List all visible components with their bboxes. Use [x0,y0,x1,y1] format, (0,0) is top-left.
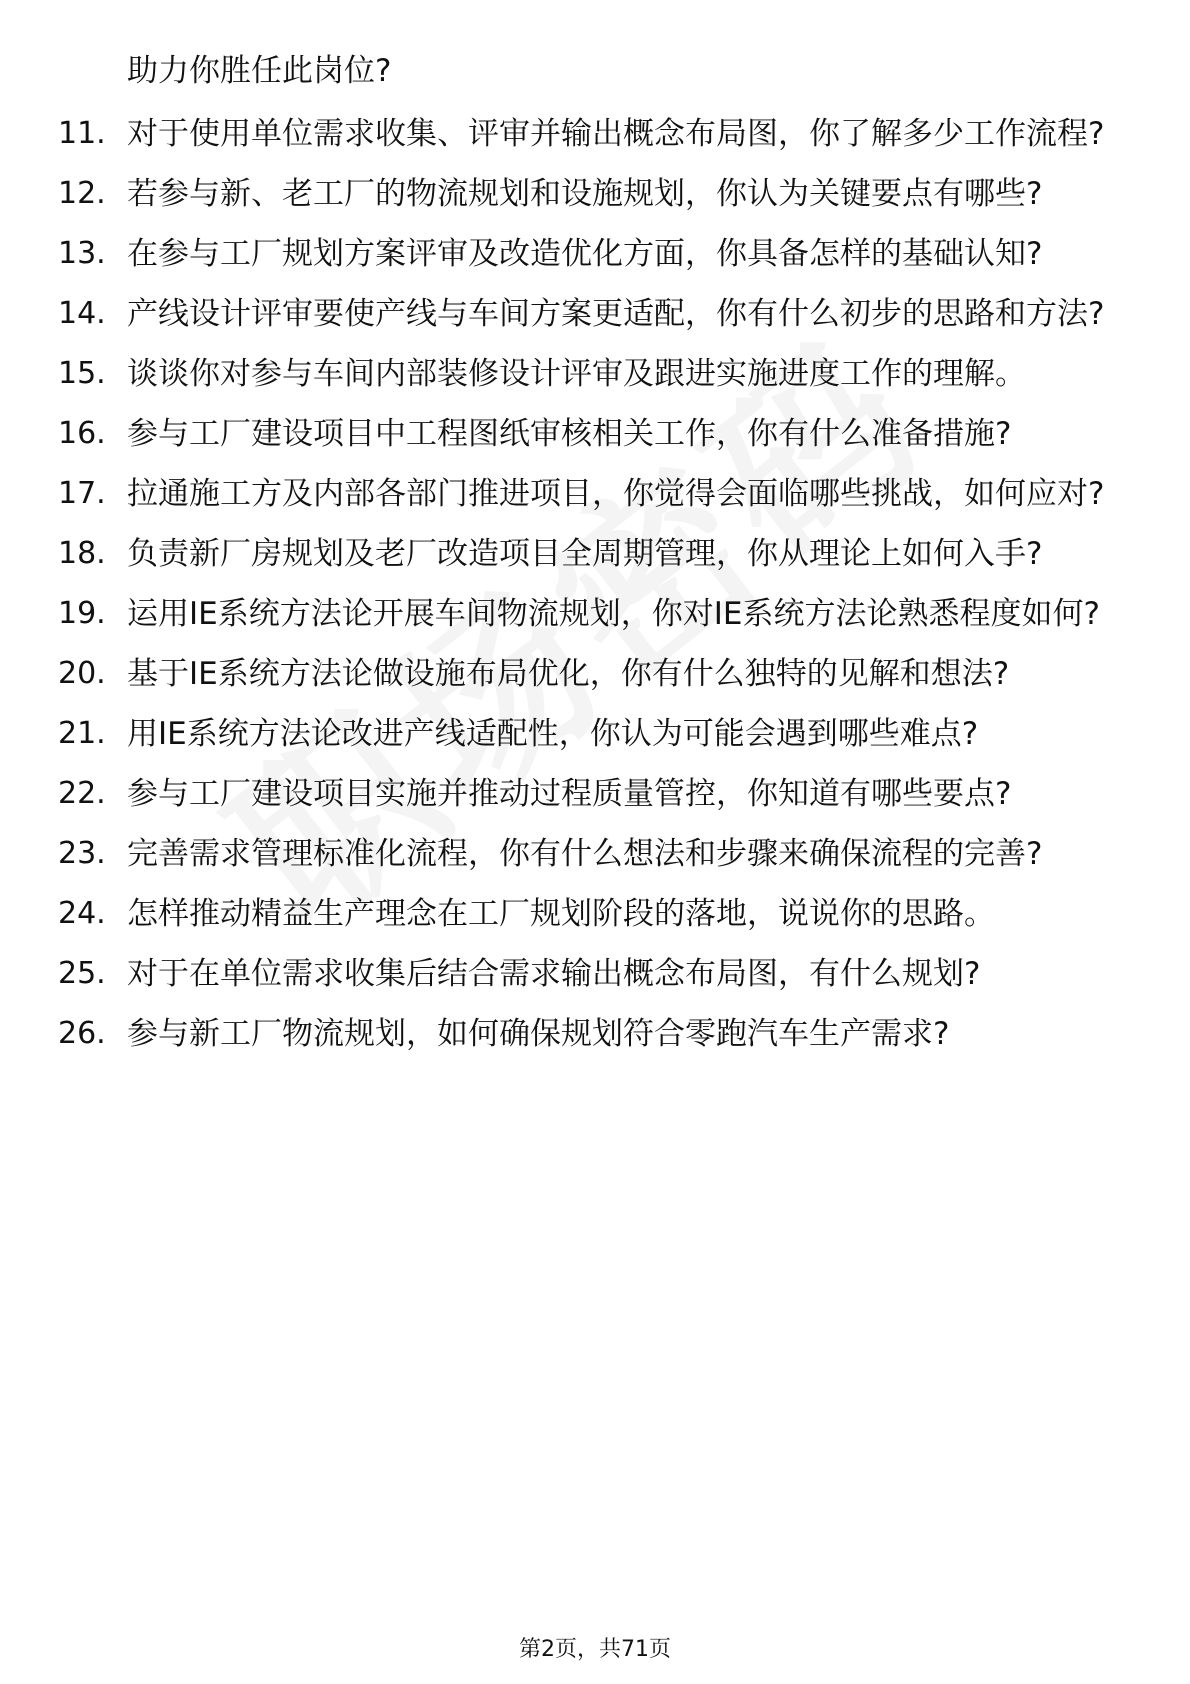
question-number: 15. [58,356,106,391]
question-number: 17. [58,476,106,511]
question-item [0,773,1190,815]
question-text: 在参与工厂规划方案评审及改造优化方面，你具备怎样的基础认知? [127,236,1043,272]
question-item [0,1013,1190,1055]
question-item [0,893,1190,935]
question-text: 谈谈你对参与车间内部装修设计评审及跟进实施进度工作的理解。 [127,356,1026,392]
question-text: 完善需求管理标准化流程，你有什么想法和步骤来确保流程的完善? [127,836,1043,872]
question-item [0,713,1190,755]
question-text: 对于使用单位需求收集、评审并输出概念布局图，你了解多少工作流程? [127,116,1105,152]
question-text: 拉通施工方及内部各部门推进项目，你觉得会面临哪些挑战，如何应对? [127,476,1105,512]
question-item [0,833,1190,875]
question-item [0,113,1190,155]
question-number: 23. [58,836,106,871]
question-number: 24. [58,896,106,931]
question-item [0,173,1190,215]
question-text: 基于IE系统方法论做设施布局优化，你有什么独特的见解和想法? [127,656,1010,692]
question-text: 产线设计评审要使产线与车间方案更适配，你有什么初步的思路和方法? [127,296,1105,332]
question-number: 12. [58,176,106,211]
question-item [0,353,1190,395]
question-number: 25. [58,956,106,991]
question-item [0,953,1190,995]
question-text: 参与工厂建设项目中工程图纸审核相关工作，你有什么准备措施? [127,416,1012,452]
question-item [0,473,1190,515]
question-item [0,533,1190,575]
question-number: 14. [58,296,106,331]
question-text: 若参与新、老工厂的物流规划和设施规划，你认为关键要点有哪些? [127,176,1043,212]
question-item [0,233,1190,275]
question-number: 22. [58,776,106,811]
continuation-text: 助力你胜任此岗位? [127,53,392,89]
question-number: 20. [58,656,106,691]
question-text: 用IE系统方法论改进产线适配性，你认为可能会遇到哪些难点? [127,716,979,752]
question-number: 18. [58,536,106,571]
question-number: 19. [58,596,106,631]
question-list [0,113,1190,1073]
question-item [0,653,1190,695]
question-text: 怎样推动精益生产理念在工厂规划阶段的落地，说说你的思路。 [127,896,995,932]
question-number: 13. [58,236,106,271]
question-text: 运用IE系统方法论开展车间物流规划，你对IE系统方法论熟悉程度如何? [127,596,1100,632]
question-text: 参与新工厂物流规划，如何确保规划符合零跑汽车生产需求? [127,1016,950,1052]
question-number: 26. [58,1016,106,1051]
question-item [0,413,1190,455]
question-text: 参与工厂建设项目实施并推动过程质量管控，你知道有哪些要点? [127,776,1012,812]
question-number: 21. [58,716,106,751]
page-footer: 第2页，共71页 [519,1637,671,1662]
question-item [0,593,1190,635]
question-item [0,293,1190,335]
question-text: 对于在单位需求收集后结合需求输出概念布局图，有什么规划? [127,956,981,992]
question-number: 11. [58,116,106,151]
question-number: 16. [58,416,106,451]
question-text: 负责新厂房规划及老厂改造项目全周期管理，你从理论上如何入手? [127,536,1043,572]
